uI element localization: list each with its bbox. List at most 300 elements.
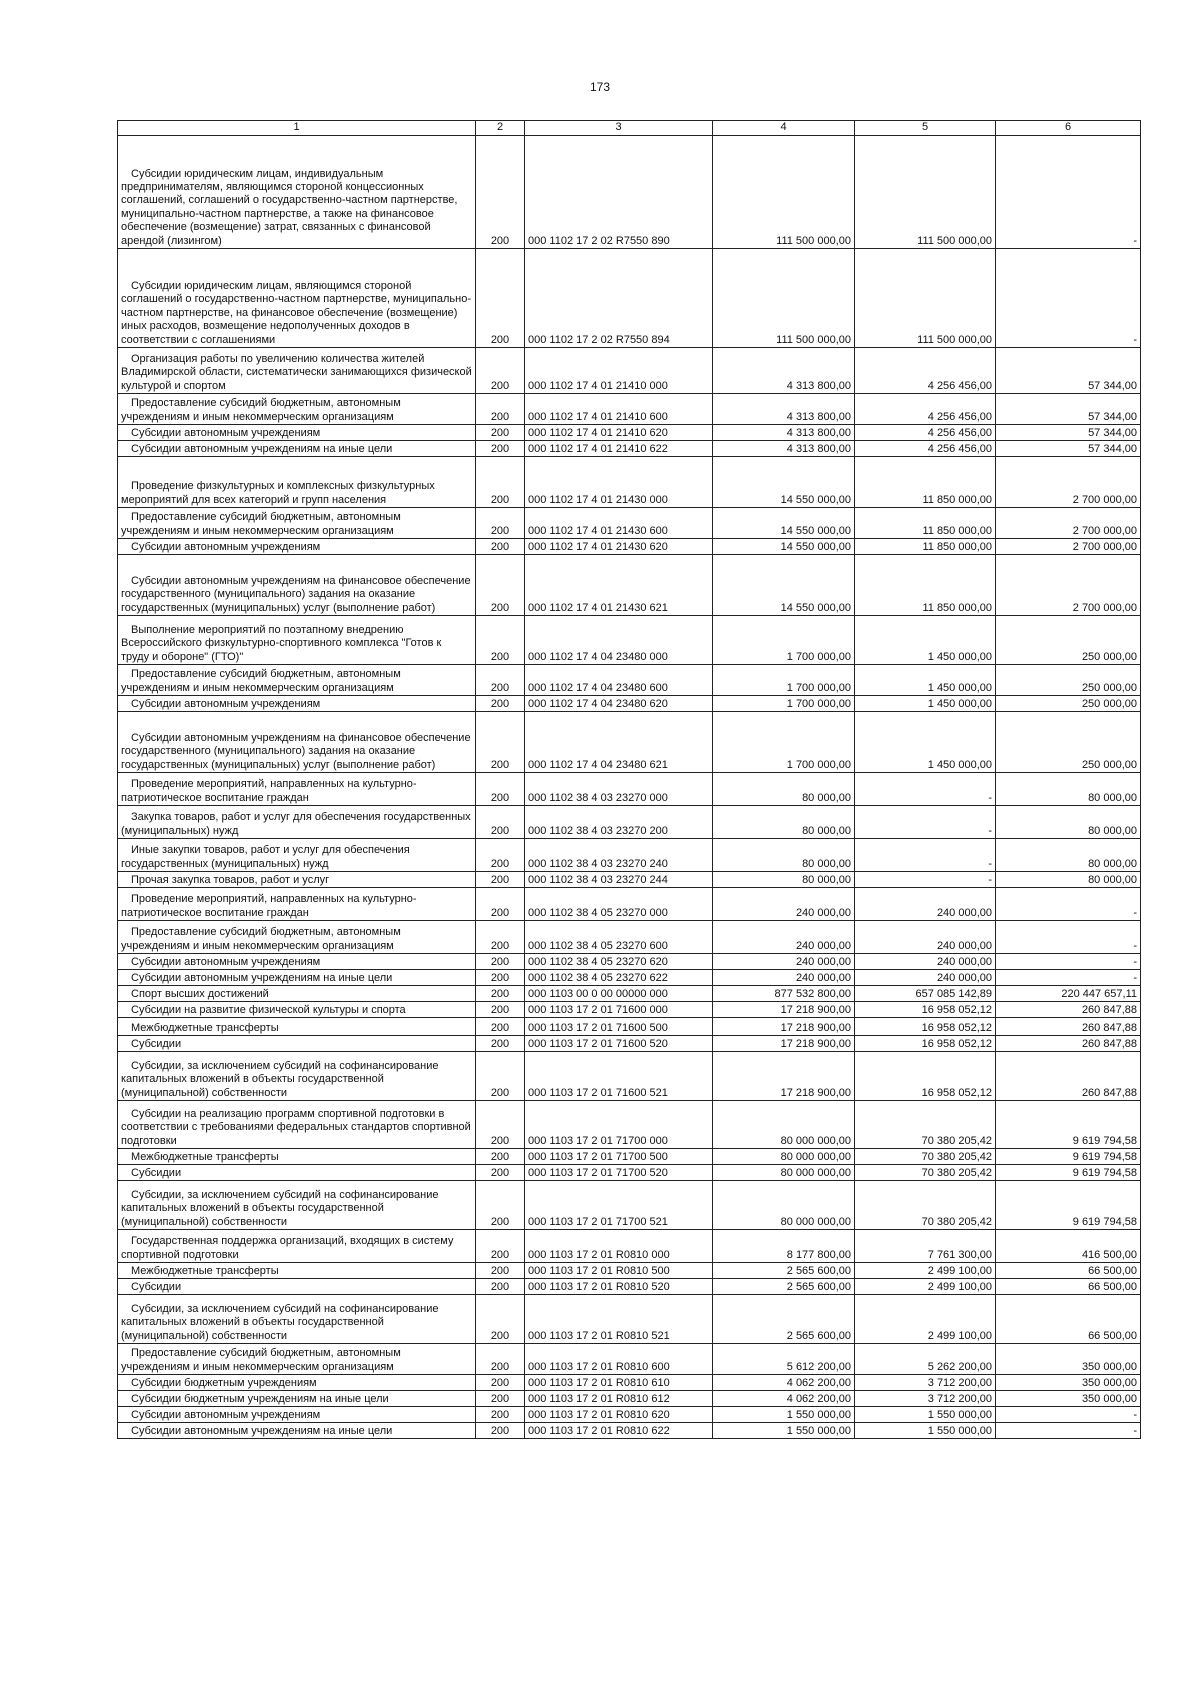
row-executed-cell: 1 550 000,00 (855, 1407, 996, 1423)
row-executed-cell: 2 499 100,00 (855, 1279, 996, 1295)
row-assigned-cell: 14 550 000,00 (713, 539, 855, 555)
row-executed-cell: 16 958 052,12 (855, 1036, 996, 1052)
row-name-cell (118, 1279, 476, 1295)
row-code-cell: 200 (476, 441, 525, 457)
table-row (118, 712, 1141, 773)
row-name-text: Субсидии автономным учреждениям (131, 540, 321, 553)
row-name-cell (118, 1375, 476, 1391)
table-row (118, 616, 1141, 665)
row-assigned-cell: 240 000,00 (713, 970, 855, 986)
row-remaining-cell: 9 619 794,58 (996, 1149, 1141, 1165)
row-name-text: Субсидии автономным учреждениям на иные цели (131, 1424, 393, 1437)
row-executed-cell: 16 958 052,12 (855, 1002, 996, 1018)
table-row (118, 839, 1141, 872)
row-name-text: Субсидии автономным учреждениям на финансовое обеспечение государственного (муниципального) задания на оказание государственных (муниципальных) услуг (выполнение работ) (121, 731, 471, 771)
row-name-cell (118, 806, 476, 839)
table-row (118, 441, 1141, 457)
row-kbk-cell: 000 1102 17 4 01 21410 600 (525, 394, 713, 425)
row-assigned-cell: 17 218 900,00 (713, 1052, 855, 1101)
row-kbk-cell: 000 1103 17 2 01 R0810 520 (525, 1279, 713, 1295)
table-row (118, 1391, 1141, 1407)
row-name-cell (118, 555, 476, 616)
row-code-cell: 200 (476, 1165, 525, 1181)
row-kbk-cell: 000 1103 17 2 01 R0810 000 (525, 1230, 713, 1263)
table-row (118, 1149, 1141, 1165)
row-executed-cell: 3 712 200,00 (855, 1375, 996, 1391)
row-executed-cell: - (855, 773, 996, 806)
row-assigned-cell: 1 700 000,00 (713, 616, 855, 665)
row-executed-cell: 240 000,00 (855, 888, 996, 921)
row-assigned-cell: 17 218 900,00 (713, 1018, 855, 1036)
row-name-cell (118, 921, 476, 954)
budget-table (117, 120, 1141, 1439)
row-remaining-cell: 66 500,00 (996, 1263, 1141, 1279)
row-code-cell: 200 (476, 1391, 525, 1407)
row-kbk-cell: 000 1102 17 4 04 23480 000 (525, 616, 713, 665)
row-executed-cell: 111 500 000,00 (855, 136, 996, 249)
row-assigned-cell: 80 000,00 (713, 872, 855, 888)
row-name-text: Прочая закупка товаров, работ и услуг (131, 873, 330, 886)
row-kbk-cell: 000 1103 17 2 01 R0810 600 (525, 1344, 713, 1375)
row-code-cell: 200 (476, 712, 525, 773)
row-code-cell: 200 (476, 394, 525, 425)
row-executed-cell: 1 450 000,00 (855, 712, 996, 773)
row-kbk-cell: 000 1102 38 4 05 23270 622 (525, 970, 713, 986)
table-row (118, 986, 1141, 1002)
row-executed-cell: 1 550 000,00 (855, 1423, 996, 1439)
row-name-cell (118, 712, 476, 773)
row-assigned-cell: 80 000 000,00 (713, 1181, 855, 1230)
row-name-text: Выполнение мероприятий по поэтапному внедрению Всероссийского физкультурно-спортивного комплекса "Готов к труду и обороне" (ГТО)" (121, 623, 442, 663)
table-row (118, 665, 1141, 696)
row-assigned-cell: 8 177 800,00 (713, 1230, 855, 1263)
row-executed-cell: 657 085 142,89 (855, 986, 996, 1002)
table-row (118, 508, 1141, 539)
row-executed-cell: - (855, 806, 996, 839)
row-name-cell (118, 348, 476, 394)
row-code-cell: 200 (476, 249, 525, 348)
row-assigned-cell: 80 000 000,00 (713, 1101, 855, 1149)
row-code-cell: 200 (476, 1263, 525, 1279)
row-executed-cell: 240 000,00 (855, 970, 996, 986)
row-name-cell (118, 441, 476, 457)
column-header-6: 6 (996, 121, 1141, 136)
row-remaining-cell: 260 847,88 (996, 1036, 1141, 1052)
row-executed-cell: 11 850 000,00 (855, 508, 996, 539)
row-remaining-cell: 260 847,88 (996, 1052, 1141, 1101)
row-assigned-cell: 2 565 600,00 (713, 1279, 855, 1295)
page-number: 173 (589, 80, 611, 94)
row-name-text: Предоставление субсидий бюджетным, автономным учреждениям и иным некоммерческим организациям (121, 668, 401, 694)
table-row (118, 539, 1141, 555)
row-name-cell (118, 508, 476, 539)
row-assigned-cell: 111 500 000,00 (713, 249, 855, 348)
table-row (118, 394, 1141, 425)
table-row (118, 1101, 1141, 1149)
row-assigned-cell: 5 612 200,00 (713, 1344, 855, 1375)
row-remaining-cell: - (996, 888, 1141, 921)
row-kbk-cell: 000 1102 17 2 02 R7550 890 (525, 136, 713, 249)
row-code-cell: 200 (476, 921, 525, 954)
row-kbk-cell: 000 1103 00 0 00 00000 000 (525, 986, 713, 1002)
row-remaining-cell: 250 000,00 (996, 712, 1141, 773)
row-remaining-cell: 9 619 794,58 (996, 1165, 1141, 1181)
row-code-cell: 200 (476, 1279, 525, 1295)
row-name-text: Закупка товаров, работ и услуг для обеспечения государственных (муниципальных) нужд (121, 811, 471, 837)
column-number-row (118, 121, 1141, 136)
row-assigned-cell: 80 000 000,00 (713, 1149, 855, 1165)
row-kbk-cell: 000 1103 17 2 01 R0810 620 (525, 1407, 713, 1423)
row-remaining-cell: 57 344,00 (996, 348, 1141, 394)
row-remaining-cell: 57 344,00 (996, 441, 1141, 457)
row-assigned-cell: 80 000,00 (713, 773, 855, 806)
row-name-text: Субсидии бюджетным учреждениям (131, 1376, 317, 1389)
row-assigned-cell: 14 550 000,00 (713, 555, 855, 616)
row-executed-cell: 70 380 205,42 (855, 1165, 996, 1181)
table-row (118, 1279, 1141, 1295)
row-name-cell (118, 425, 476, 441)
table-row (118, 1407, 1141, 1423)
row-code-cell: 200 (476, 539, 525, 555)
row-assigned-cell: 17 218 900,00 (713, 1002, 855, 1018)
row-name-cell (118, 1344, 476, 1375)
row-remaining-cell: 250 000,00 (996, 665, 1141, 696)
table-row (118, 136, 1141, 249)
row-assigned-cell: 240 000,00 (713, 888, 855, 921)
row-name-text: Субсидии автономным учреждениям на иные цели (131, 442, 393, 455)
row-code-cell: 200 (476, 425, 525, 441)
row-executed-cell: 4 256 456,00 (855, 394, 996, 425)
row-name-cell (118, 1018, 476, 1036)
row-executed-cell: 11 850 000,00 (855, 457, 996, 508)
row-executed-cell: 1 450 000,00 (855, 665, 996, 696)
row-remaining-cell: 57 344,00 (996, 425, 1141, 441)
row-name-cell (118, 954, 476, 970)
row-code-cell: 200 (476, 888, 525, 921)
row-name-cell (118, 1036, 476, 1052)
row-name-text: Проведение физкультурных и комплексных физкультурных мероприятий для всех категорий и групп населения (121, 480, 435, 506)
column-header-4: 4 (713, 121, 855, 136)
row-code-cell: 200 (476, 1423, 525, 1439)
table-row (118, 921, 1141, 954)
row-assigned-cell: 1 700 000,00 (713, 665, 855, 696)
table-row (118, 954, 1141, 970)
row-code-cell: 200 (476, 555, 525, 616)
row-executed-cell: 70 380 205,42 (855, 1149, 996, 1165)
row-kbk-cell: 000 1102 17 4 01 21430 000 (525, 457, 713, 508)
row-name-cell (118, 1181, 476, 1230)
row-name-text: Субсидии (131, 1166, 182, 1179)
row-code-cell: 200 (476, 954, 525, 970)
row-code-cell: 200 (476, 1101, 525, 1149)
row-name-text: Субсидии юридическим лицам, являющимся стороной соглашений о государственно-частном партнерстве, муниципально-частном партнерстве, на финансовое обеспечение (возмещение) иных расходов, возмещение недополученных доходов в соответствии с соглашениями (121, 279, 471, 346)
row-code-cell: 200 (476, 457, 525, 508)
table-row (118, 872, 1141, 888)
row-code-cell: 200 (476, 1149, 525, 1165)
row-code-cell: 200 (476, 1036, 525, 1052)
row-kbk-cell: 000 1103 17 2 01 R0810 500 (525, 1263, 713, 1279)
row-assigned-cell: 2 565 600,00 (713, 1263, 855, 1279)
row-remaining-cell: 2 700 000,00 (996, 457, 1141, 508)
row-name-cell (118, 616, 476, 665)
row-name-cell (118, 1052, 476, 1101)
row-assigned-cell: 1 550 000,00 (713, 1407, 855, 1423)
row-kbk-cell: 000 1103 17 2 01 R0810 521 (525, 1295, 713, 1344)
row-name-text: Проведение мероприятий, направленных на культурно-патриотическое воспитание граждан (121, 778, 417, 804)
row-kbk-cell: 000 1102 17 4 01 21410 622 (525, 441, 713, 457)
table-row (118, 457, 1141, 508)
row-name-cell (118, 457, 476, 508)
row-kbk-cell: 000 1102 17 4 04 23480 621 (525, 712, 713, 773)
row-kbk-cell: 000 1102 38 4 03 23270 200 (525, 806, 713, 839)
table-row (118, 1018, 1141, 1036)
table-row (118, 555, 1141, 616)
row-assigned-cell: 1 700 000,00 (713, 696, 855, 712)
row-name-text: Предоставление субсидий бюджетным, автономным учреждениям и иным некоммерческим организациям (121, 1347, 401, 1373)
row-name-text: Предоставление субсидий бюджетным, автономным учреждениям и иным некоммерческим организациям (121, 511, 401, 537)
row-name-cell (118, 1149, 476, 1165)
row-name-text: Государственная поддержка организаций, входящих в систему спортивной подготовки (121, 1235, 454, 1261)
row-kbk-cell: 000 1102 38 4 03 23270 000 (525, 773, 713, 806)
row-code-cell: 200 (476, 1375, 525, 1391)
row-remaining-cell: - (996, 921, 1141, 954)
row-executed-cell: 70 380 205,42 (855, 1101, 996, 1149)
row-assigned-cell: 80 000 000,00 (713, 1165, 855, 1181)
row-assigned-cell: 111 500 000,00 (713, 136, 855, 249)
row-code-cell: 200 (476, 1344, 525, 1375)
column-header-1: 1 (118, 121, 476, 136)
row-name-text: Субсидии автономным учреждениям (131, 426, 321, 439)
row-executed-cell: 11 850 000,00 (855, 555, 996, 616)
row-name-text: Предоставление субсидий бюджетным, автономным учреждениям и иным некоммерческим организациям (121, 397, 401, 423)
row-executed-cell: 3 712 200,00 (855, 1391, 996, 1407)
row-name-cell (118, 1391, 476, 1407)
table-row (118, 1181, 1141, 1230)
row-kbk-cell: 000 1102 17 4 01 21430 621 (525, 555, 713, 616)
row-name-cell (118, 1295, 476, 1344)
row-code-cell: 200 (476, 348, 525, 394)
row-assigned-cell: 877 532 800,00 (713, 986, 855, 1002)
row-executed-cell: 240 000,00 (855, 921, 996, 954)
table-row (118, 1002, 1141, 1018)
row-name-text: Субсидии, за исключением субсидий на софинансирование капитальных вложений в объекты государственной (муниципальной) собственности (121, 1059, 439, 1099)
row-executed-cell: 4 256 456,00 (855, 441, 996, 457)
row-remaining-cell: 350 000,00 (996, 1344, 1141, 1375)
row-name-text: Субсидии автономным учреждениям на иные цели (131, 971, 393, 984)
row-remaining-cell: 220 447 657,11 (996, 986, 1141, 1002)
row-name-cell (118, 136, 476, 249)
row-name-text: Субсидии на развитие физической культуры и спорта (131, 1003, 406, 1016)
row-assigned-cell: 4 062 200,00 (713, 1375, 855, 1391)
row-name-cell (118, 839, 476, 872)
row-name-cell (118, 696, 476, 712)
row-kbk-cell: 000 1103 17 2 01 71600 520 (525, 1036, 713, 1052)
row-remaining-cell: 66 500,00 (996, 1295, 1141, 1344)
row-remaining-cell: 2 700 000,00 (996, 555, 1141, 616)
row-kbk-cell: 000 1102 38 4 05 23270 600 (525, 921, 713, 954)
row-remaining-cell: - (996, 249, 1141, 348)
row-code-cell: 200 (476, 1052, 525, 1101)
row-remaining-cell: 80 000,00 (996, 839, 1141, 872)
row-remaining-cell: - (996, 1423, 1141, 1439)
row-name-text: Субсидии автономным учреждениям (131, 955, 321, 968)
row-remaining-cell: 260 847,88 (996, 1018, 1141, 1036)
row-name-text: Межбюджетные трансферты (131, 1150, 279, 1163)
row-name-text: Субсидии автономным учреждениям (131, 1408, 321, 1421)
row-name-cell (118, 1263, 476, 1279)
table-row (118, 1263, 1141, 1279)
row-assigned-cell: 4 313 800,00 (713, 348, 855, 394)
row-name-cell (118, 1101, 476, 1149)
row-remaining-cell: - (996, 954, 1141, 970)
row-name-text: Субсидии автономным учреждениям (131, 697, 321, 710)
row-remaining-cell: 2 700 000,00 (996, 508, 1141, 539)
row-remaining-cell: 66 500,00 (996, 1279, 1141, 1295)
row-name-cell (118, 1423, 476, 1439)
row-executed-cell: 70 380 205,42 (855, 1181, 996, 1230)
row-kbk-cell: 000 1103 17 2 01 71600 500 (525, 1018, 713, 1036)
row-name-text: Организация работы по увеличению количества жителей Владимирской области, систематически занимающихся физической культурой и спортом (121, 352, 472, 392)
row-name-cell (118, 394, 476, 425)
row-executed-cell: - (855, 872, 996, 888)
row-name-text: Спорт высших достижений (131, 987, 269, 1000)
table-row (118, 1036, 1141, 1052)
row-executed-cell: 2 499 100,00 (855, 1263, 996, 1279)
row-kbk-cell: 000 1102 17 4 01 21410 620 (525, 425, 713, 441)
row-name-cell (118, 1230, 476, 1263)
row-kbk-cell: 000 1103 17 2 01 R0810 622 (525, 1423, 713, 1439)
row-code-cell: 200 (476, 1230, 525, 1263)
row-executed-cell: 16 958 052,12 (855, 1018, 996, 1036)
table-row (118, 1230, 1141, 1263)
row-name-text: Иные закупки товаров, работ и услуг для обеспечения государственных (муниципальных) нужд (121, 844, 410, 870)
row-kbk-cell: 000 1103 17 2 01 71700 521 (525, 1181, 713, 1230)
row-name-cell (118, 888, 476, 921)
row-kbk-cell: 000 1102 17 4 04 23480 600 (525, 665, 713, 696)
row-remaining-cell: 350 000,00 (996, 1375, 1141, 1391)
column-header-2: 2 (476, 121, 525, 136)
row-executed-cell: 4 256 456,00 (855, 348, 996, 394)
row-name-text: Субсидии (131, 1037, 182, 1050)
row-kbk-cell: 000 1102 38 4 03 23270 240 (525, 839, 713, 872)
row-kbk-cell: 000 1103 17 2 01 71700 520 (525, 1165, 713, 1181)
row-kbk-cell: 000 1103 17 2 01 R0810 612 (525, 1391, 713, 1407)
row-name-cell (118, 249, 476, 348)
row-name-cell (118, 970, 476, 986)
row-executed-cell: 11 850 000,00 (855, 539, 996, 555)
row-name-text: Субсидии бюджетным учреждениям на иные цели (131, 1392, 389, 1405)
row-code-cell: 200 (476, 665, 525, 696)
row-remaining-cell: 416 500,00 (996, 1230, 1141, 1263)
row-executed-cell: 16 958 052,12 (855, 1052, 996, 1101)
row-name-cell (118, 665, 476, 696)
row-remaining-cell: - (996, 1407, 1141, 1423)
column-header-3: 3 (525, 121, 713, 136)
row-assigned-cell: 80 000,00 (713, 806, 855, 839)
row-name-cell (118, 539, 476, 555)
row-code-cell: 200 (476, 508, 525, 539)
row-name-text: Субсидии (131, 1280, 182, 1293)
table-row (118, 1423, 1141, 1439)
row-remaining-cell: 80 000,00 (996, 872, 1141, 888)
table-row (118, 348, 1141, 394)
row-name-cell (118, 773, 476, 806)
row-code-cell: 200 (476, 970, 525, 986)
row-kbk-cell: 000 1102 38 4 05 23270 620 (525, 954, 713, 970)
table-row (118, 696, 1141, 712)
row-kbk-cell: 000 1103 17 2 01 71700 000 (525, 1101, 713, 1149)
table-row (118, 888, 1141, 921)
row-assigned-cell: 240 000,00 (713, 954, 855, 970)
row-executed-cell: 5 262 200,00 (855, 1344, 996, 1375)
row-assigned-cell: 4 313 800,00 (713, 425, 855, 441)
row-executed-cell: - (855, 839, 996, 872)
row-code-cell: 200 (476, 806, 525, 839)
row-executed-cell: 1 450 000,00 (855, 696, 996, 712)
row-assigned-cell: 80 000,00 (713, 839, 855, 872)
row-remaining-cell: - (996, 136, 1141, 249)
row-kbk-cell: 000 1103 17 2 01 71700 500 (525, 1149, 713, 1165)
row-remaining-cell: 250 000,00 (996, 696, 1141, 712)
table-row (118, 773, 1141, 806)
row-name-cell (118, 1002, 476, 1018)
row-assigned-cell: 240 000,00 (713, 921, 855, 954)
row-assigned-cell: 17 218 900,00 (713, 1036, 855, 1052)
table-row (118, 1295, 1141, 1344)
row-remaining-cell: 250 000,00 (996, 616, 1141, 665)
row-kbk-cell: 000 1102 17 4 04 23480 620 (525, 696, 713, 712)
table-row (118, 425, 1141, 441)
row-remaining-cell: 260 847,88 (996, 1002, 1141, 1018)
row-remaining-cell: 57 344,00 (996, 394, 1141, 425)
row-code-cell: 200 (476, 616, 525, 665)
row-remaining-cell: 9 619 794,58 (996, 1101, 1141, 1149)
row-remaining-cell: - (996, 970, 1141, 986)
row-name-text: Предоставление субсидий бюджетным, автономным учреждениям и иным некоммерческим организациям (121, 926, 401, 952)
row-assigned-cell: 4 062 200,00 (713, 1391, 855, 1407)
row-assigned-cell: 2 565 600,00 (713, 1295, 855, 1344)
row-kbk-cell: 000 1103 17 2 01 71600 521 (525, 1052, 713, 1101)
row-code-cell: 200 (476, 986, 525, 1002)
table-row (118, 806, 1141, 839)
row-name-text: Проведение мероприятий, направленных на культурно-патриотическое воспитание граждан (121, 893, 417, 919)
row-kbk-cell: 000 1102 17 4 01 21430 600 (525, 508, 713, 539)
table-row (118, 1375, 1141, 1391)
row-name-text: Субсидии юридическим лицам, индивидуальным предпринимателям, являющимся стороной концессионных соглашений, соглашений о государственно-частном партнерстве, муниципально-частном партнерстве, а также на финансовое обеспечение (возмещение) затрат, связанных с финансовой арендой (лизингом) (121, 167, 458, 247)
row-name-cell (118, 872, 476, 888)
row-assigned-cell: 1 700 000,00 (713, 712, 855, 773)
row-executed-cell: 2 499 100,00 (855, 1295, 996, 1344)
row-name-text: Субсидии на реализацию программ спортивной подготовки в соответствии с требованиями федеральных стандартов спортивной подготовки (121, 1107, 471, 1147)
row-executed-cell: 240 000,00 (855, 954, 996, 970)
table-row (118, 1165, 1141, 1181)
row-code-cell: 200 (476, 1018, 525, 1036)
row-assigned-cell: 1 550 000,00 (713, 1423, 855, 1439)
row-remaining-cell: 350 000,00 (996, 1391, 1141, 1407)
row-kbk-cell: 000 1103 17 2 01 71600 000 (525, 1002, 713, 1018)
row-executed-cell: 4 256 456,00 (855, 425, 996, 441)
row-kbk-cell: 000 1102 17 4 01 21410 000 (525, 348, 713, 394)
row-name-cell (118, 1407, 476, 1423)
table-row (118, 1344, 1141, 1375)
row-code-cell: 200 (476, 1407, 525, 1423)
row-name-text: Субсидии, за исключением субсидий на софинансирование капитальных вложений в объекты государственной (муниципальной) собственности (121, 1188, 439, 1228)
row-remaining-cell: 80 000,00 (996, 773, 1141, 806)
row-code-cell: 200 (476, 696, 525, 712)
row-executed-cell: 1 450 000,00 (855, 616, 996, 665)
row-remaining-cell: 2 700 000,00 (996, 539, 1141, 555)
row-kbk-cell: 000 1102 17 4 01 21430 620 (525, 539, 713, 555)
